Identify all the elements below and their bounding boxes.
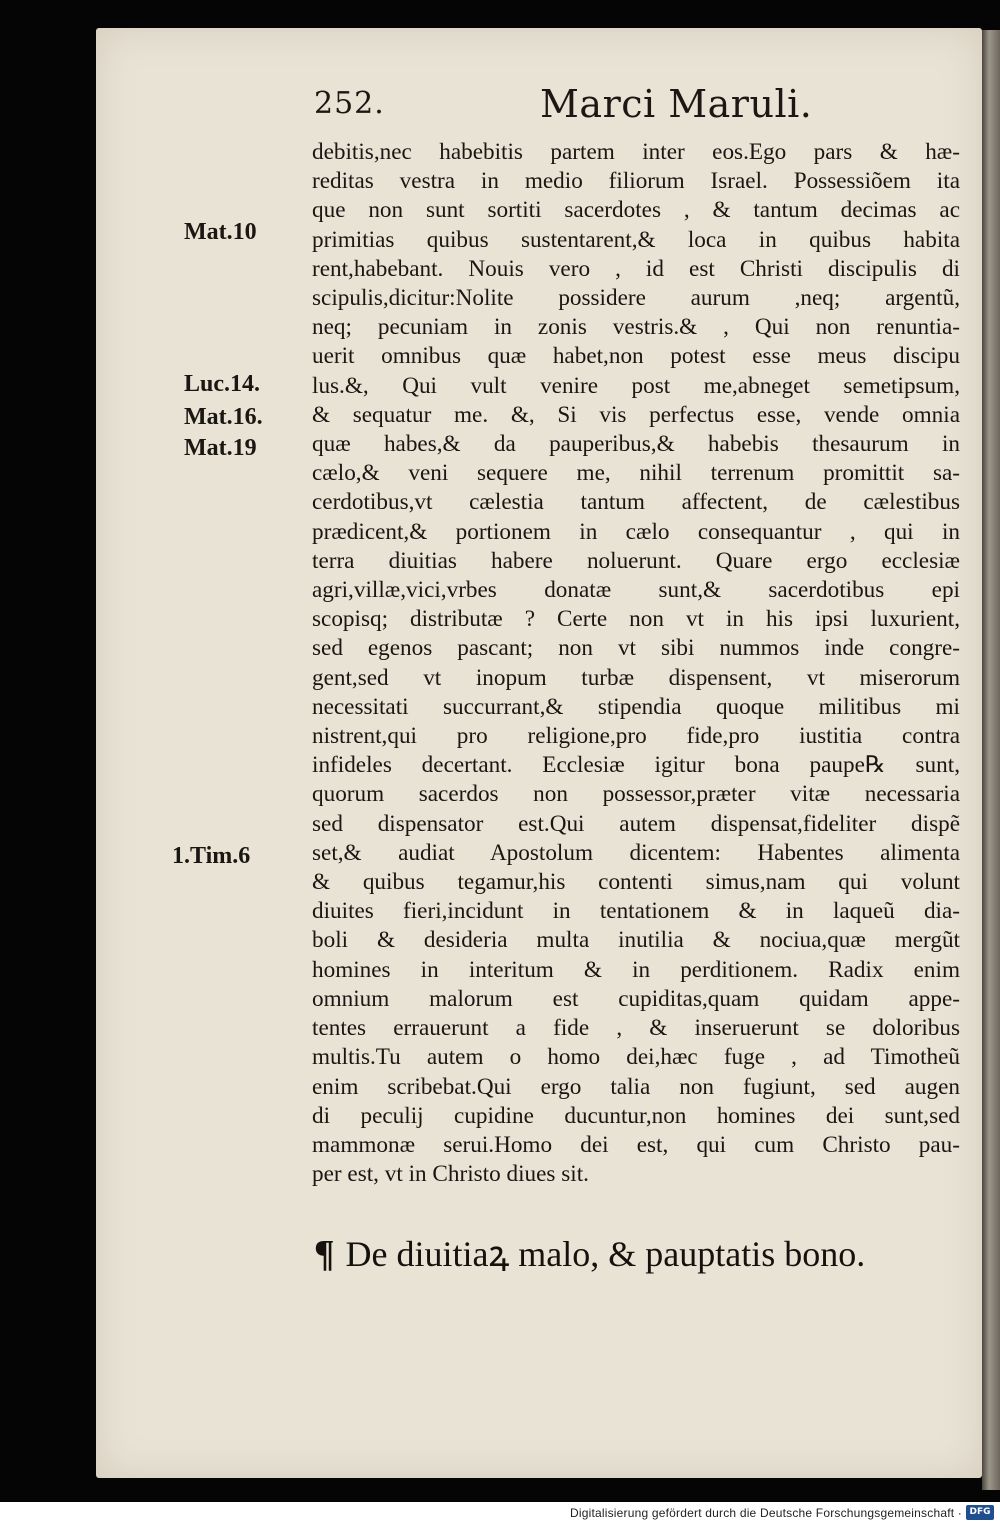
text-line: sed egenos pascant; non vt sibi nummos inde congre- xyxy=(312,635,960,662)
text-line: infideles decertant. Ecclesiæ igitur bona paupe℞ sunt, xyxy=(312,752,960,779)
text-line: agri,villæ,vici,vrbes donatæ sunt,& sacerdotibus epi xyxy=(312,577,960,604)
text-line: quorum sacerdos non possessor,præter vitæ necessaria xyxy=(312,781,960,808)
text-line: & quibus tegamur,his contenti simus,nam qui volunt xyxy=(312,869,960,896)
funding-credit: Digitalisierung gefördert durch die Deutsche Forschungsgemeinschaft · xyxy=(570,1506,962,1520)
dfg-logo: DFG xyxy=(966,1505,994,1520)
body-text xyxy=(312,138,960,1189)
text-line: cerdotibus,vt cælestia tantum affectent, de cælestibus xyxy=(312,489,960,516)
running-title: Marci Maruli. xyxy=(540,82,813,126)
text-line: terra diuitias habere noluerunt. Quare ergo ecclesiæ xyxy=(312,547,960,574)
text-line: cælo,& veni sequere me, nihil terrenum promittit sa- xyxy=(312,460,960,487)
text-line: scipulis,dicitur:Nolite possidere aurum ,neq; argentũ, xyxy=(312,285,960,312)
page-edge xyxy=(982,30,1000,1490)
text-line: set,& audiat Apostolum dicentem: Habentes alimenta xyxy=(312,839,960,866)
text-line: reditas vestra in medio filiorum Israel. Possessiõem ita xyxy=(312,168,960,195)
text-line: neq; pecuniam in zonis vestris.& , Qui non renuntia- xyxy=(312,314,960,341)
text-line: que non sunt sortiti sacerdotes , & tantum decimas ac xyxy=(312,197,960,224)
text-line: lus.&, Qui vult venire post me,abneget semetipsum, xyxy=(312,372,960,399)
text-line: boli & desideria multa inutilia & nociua,quæ mergũt xyxy=(312,927,960,954)
text-line: omnium malorum est cupiditas,quam quidam appe- xyxy=(312,985,960,1012)
text-line: diuites fieri,incidunt in tentationem & in laqueũ dia- xyxy=(312,898,960,925)
text-line: & sequatur me. &, Si vis perfectus esse, vende omnia xyxy=(312,401,960,428)
text-line: gent,sed vt inopum turbæ dispensent, vt miserorum xyxy=(312,664,960,691)
text-line: tentes errauerunt a fide , & inseruerunt se doloribus xyxy=(312,1015,960,1042)
page-number: 252. xyxy=(314,86,385,121)
text-line: enim scribebat.Qui ergo talia non fugiunt, sed augen xyxy=(312,1073,960,1100)
text-line: scopisq; distributæ ? Certe non vt in his ipsi luxurient, xyxy=(312,606,960,633)
marginal-note: Mat.10 xyxy=(184,219,257,245)
text-line: uerit omnibus quæ habet,non potest esse meus discipu xyxy=(312,343,960,370)
marginal-note: 1.Tim.6 xyxy=(172,843,251,869)
pilcrow-mark: ¶ xyxy=(314,1233,335,1275)
text-line: mammonæ serui.Homo dei est, qui cum Christo pau- xyxy=(312,1131,960,1158)
text-line: sed dispensator est.Qui autem dispensat,fideliter dispẽ xyxy=(312,810,960,837)
text-line: primitias quibus sustentarent,& loca in quibus habita xyxy=(312,226,960,253)
marginal-note: Luc.14. xyxy=(184,371,261,397)
section-heading-text: De diuitiaꝝ malo, & pauptatis bono. xyxy=(345,1234,866,1274)
text-line: rent,habebant. Nouis vero , id est Christi discipulis di xyxy=(312,255,960,282)
text-line: nistrent,qui pro religione,pro fide,pro iustitia contra xyxy=(312,723,960,750)
text-line: multis.Tu autem o homo dei,hæc fuge , ad Timotheũ xyxy=(312,1044,960,1071)
text-line: homines in interitum & in perditionem. Radix enim xyxy=(312,956,960,983)
text-line: debitis,nec habebitis partem inter eos.Ego pars & hæ- xyxy=(312,139,960,165)
text-line: necessitati succurrant,& stipendia quoque militibus mi xyxy=(312,693,960,720)
text-line: quæ habes,& da pauperibus,& habebis thesaurum in xyxy=(312,431,960,458)
section-heading xyxy=(314,1228,954,1277)
text-line: prædicent,& portionem in cælo consequantur , qui in xyxy=(312,518,960,545)
text-line: per est, vt in Christo diues sit. xyxy=(312,1161,589,1188)
marginal-note: Mat.19 xyxy=(184,435,257,461)
footer-bar xyxy=(0,1502,1000,1524)
marginal-note: Mat.16. xyxy=(184,404,263,430)
text-line: di peculij cupidine ducuntur,non homines dei sunt,sed xyxy=(312,1102,960,1129)
running-head xyxy=(314,82,814,126)
